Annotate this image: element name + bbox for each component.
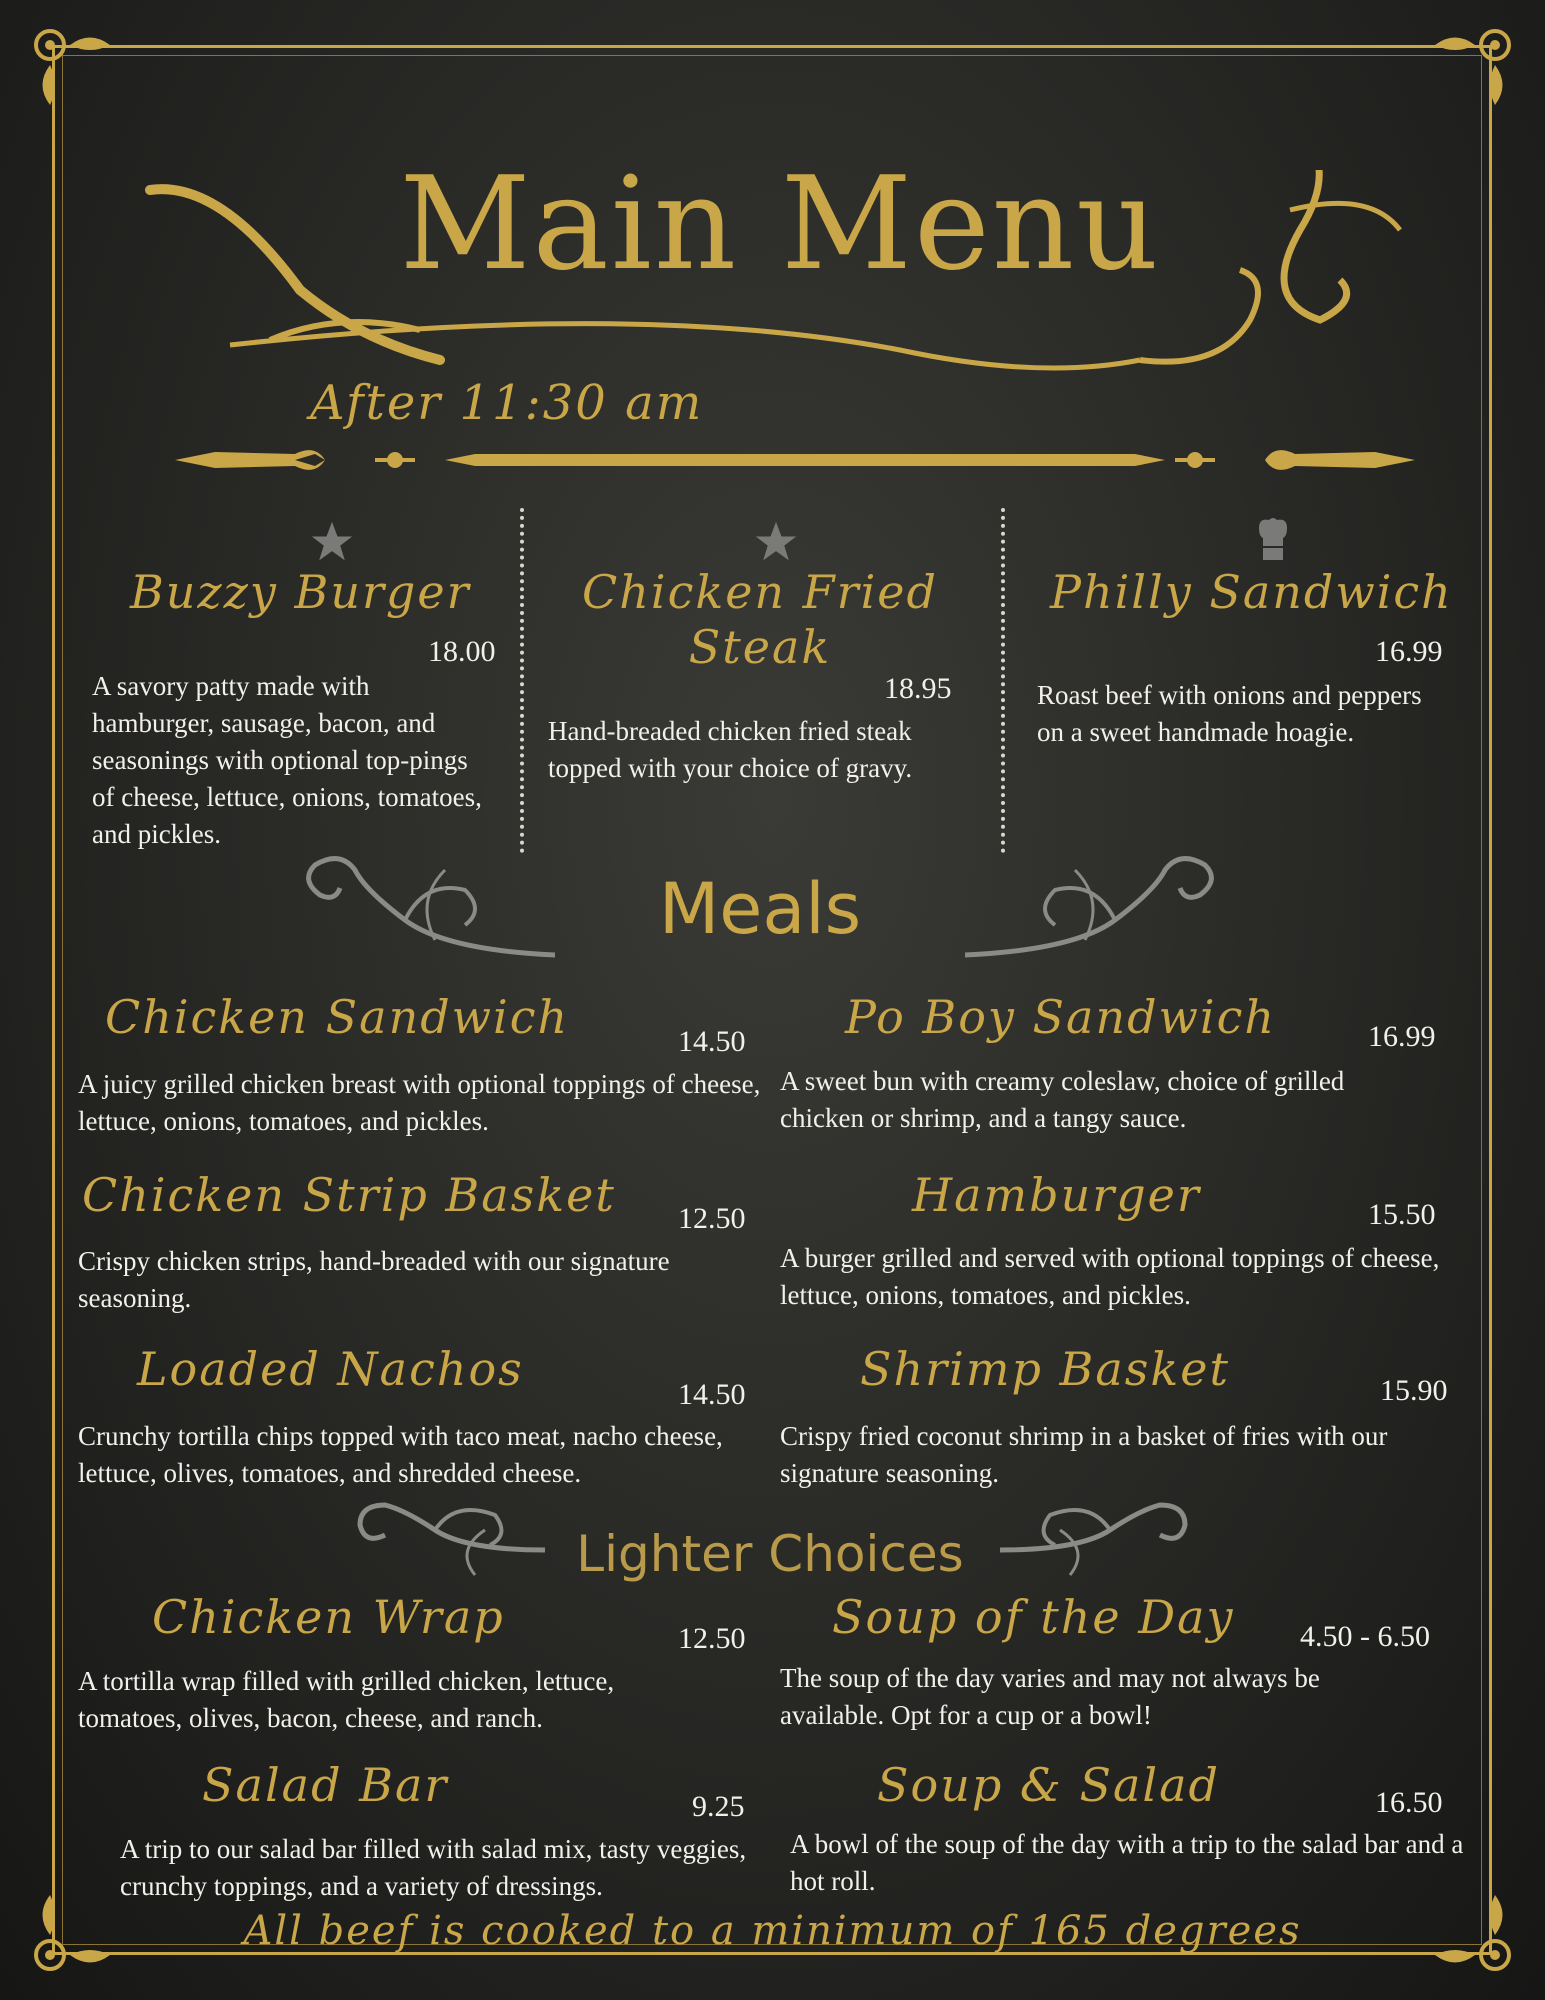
item-name: Hamburger xyxy=(912,1168,1201,1222)
column-divider xyxy=(520,508,524,853)
item-price: 16.99 xyxy=(1375,635,1443,668)
item-price: 14.50 xyxy=(678,1378,746,1411)
item-name: Po Boy Sandwich xyxy=(845,990,1276,1044)
item-description: A tortilla wrap filled with grilled chicken, lettuce, tomatoes, olives, bacon, cheese, and ranch. xyxy=(78,1666,615,1733)
column-divider xyxy=(1001,508,1005,853)
scroll-ornament-icon xyxy=(295,850,555,960)
item-name: Salad Bar xyxy=(202,1758,449,1812)
item-name: Chicken Wrap xyxy=(152,1590,505,1644)
star-icon xyxy=(310,520,354,564)
corner-ornament-icon xyxy=(30,25,120,115)
item-description: The soup of the day varies and may not always be available. Opt for a cup or a bowl! xyxy=(780,1663,1320,1730)
item-name: Shrimp Basket xyxy=(860,1342,1230,1396)
item-name: Soup & Salad xyxy=(877,1758,1220,1812)
item-description: A savory patty made with hamburger, sausage, bacon, and seasonings with optional top-pings of cheese, lettuce, onions, tomatoes, and pickles. xyxy=(92,671,482,849)
item-description: Roast beef with onions and peppers on a sweet handmade hoagie. xyxy=(1037,680,1422,747)
scroll-ornament-icon xyxy=(1000,1490,1200,1580)
scroll-ornament-icon xyxy=(965,850,1225,960)
item-description: A burger grilled and served with optional toppings of cheese, lettuce, onions, tomatoes, and pickles. xyxy=(780,1243,1440,1310)
footer-note: All beef is cooked to a minimum of 165 degrees xyxy=(243,1908,1302,1954)
item-price: 12.50 xyxy=(678,1622,746,1655)
item-price: 9.25 xyxy=(692,1790,745,1823)
item-price: 18.00 xyxy=(428,635,496,668)
item-description: A juicy grilled chicken breast with optional toppings of cheese, lettuce, onions, tomatoes, and pickles. xyxy=(78,1069,761,1136)
star-icon xyxy=(754,520,798,564)
scroll-ornament-icon xyxy=(345,1490,545,1580)
item-name: Philly Sandwich xyxy=(1050,565,1453,619)
item-name: Chicken Strip Basket xyxy=(82,1168,616,1222)
item-price: 15.50 xyxy=(1368,1198,1436,1231)
item-name: Chicken Sandwich xyxy=(105,990,570,1044)
item-description: Hand-breaded chicken fried steak topped with your choice of gravy. xyxy=(548,716,913,783)
item-name-line-1: Chicken Fried xyxy=(582,565,938,619)
item-description: A bowl of the soup of the day with a trip to the salad bar and a hot roll. xyxy=(790,1829,1464,1896)
section-title-meals: Meals xyxy=(658,868,862,950)
item-description: A trip to our salad bar filled with salad mix, tasty veggies, crunchy toppings, and a variety of dressings. xyxy=(120,1834,747,1901)
item-description: A sweet bun with creamy coleslaw, choice of grilled chicken or shrimp, and a tangy sauce. xyxy=(780,1066,1345,1133)
item-description: Crispy fried coconut shrimp in a basket of fries with our signature seasoning. xyxy=(780,1421,1388,1488)
item-price: 15.90 xyxy=(1380,1374,1448,1407)
item-description: Crispy chicken strips, hand-breaded with our signature seasoning. xyxy=(78,1246,670,1313)
item-price: 12.50 xyxy=(678,1202,746,1235)
page-subtitle: After 11:30 am xyxy=(310,375,704,431)
page-title: Main Menu xyxy=(399,150,1161,299)
item-name-line-2: Steak xyxy=(688,620,832,674)
item-name: Buzzy Burger xyxy=(130,565,471,619)
title-divider-icon xyxy=(175,440,1415,480)
chef-hat-icon xyxy=(1248,516,1298,564)
item-description: Crunchy tortilla chips topped with taco meat, nacho cheese, lettuce, olives, tomatoes, and shredded cheese. xyxy=(78,1421,723,1488)
item-price: 14.50 xyxy=(678,1025,746,1058)
corner-ornament-icon xyxy=(1425,25,1515,115)
item-price: 16.50 xyxy=(1375,1786,1443,1819)
item-price: 18.95 xyxy=(884,672,952,705)
item-name: Soup of the Day xyxy=(832,1590,1235,1644)
item-name: Loaded Nachos xyxy=(137,1342,524,1396)
section-title-lighter-choices: Lighter Choices xyxy=(576,1525,964,1583)
item-price: 4.50 - 6.50 xyxy=(1300,1620,1430,1653)
item-price: 16.99 xyxy=(1368,1020,1436,1053)
